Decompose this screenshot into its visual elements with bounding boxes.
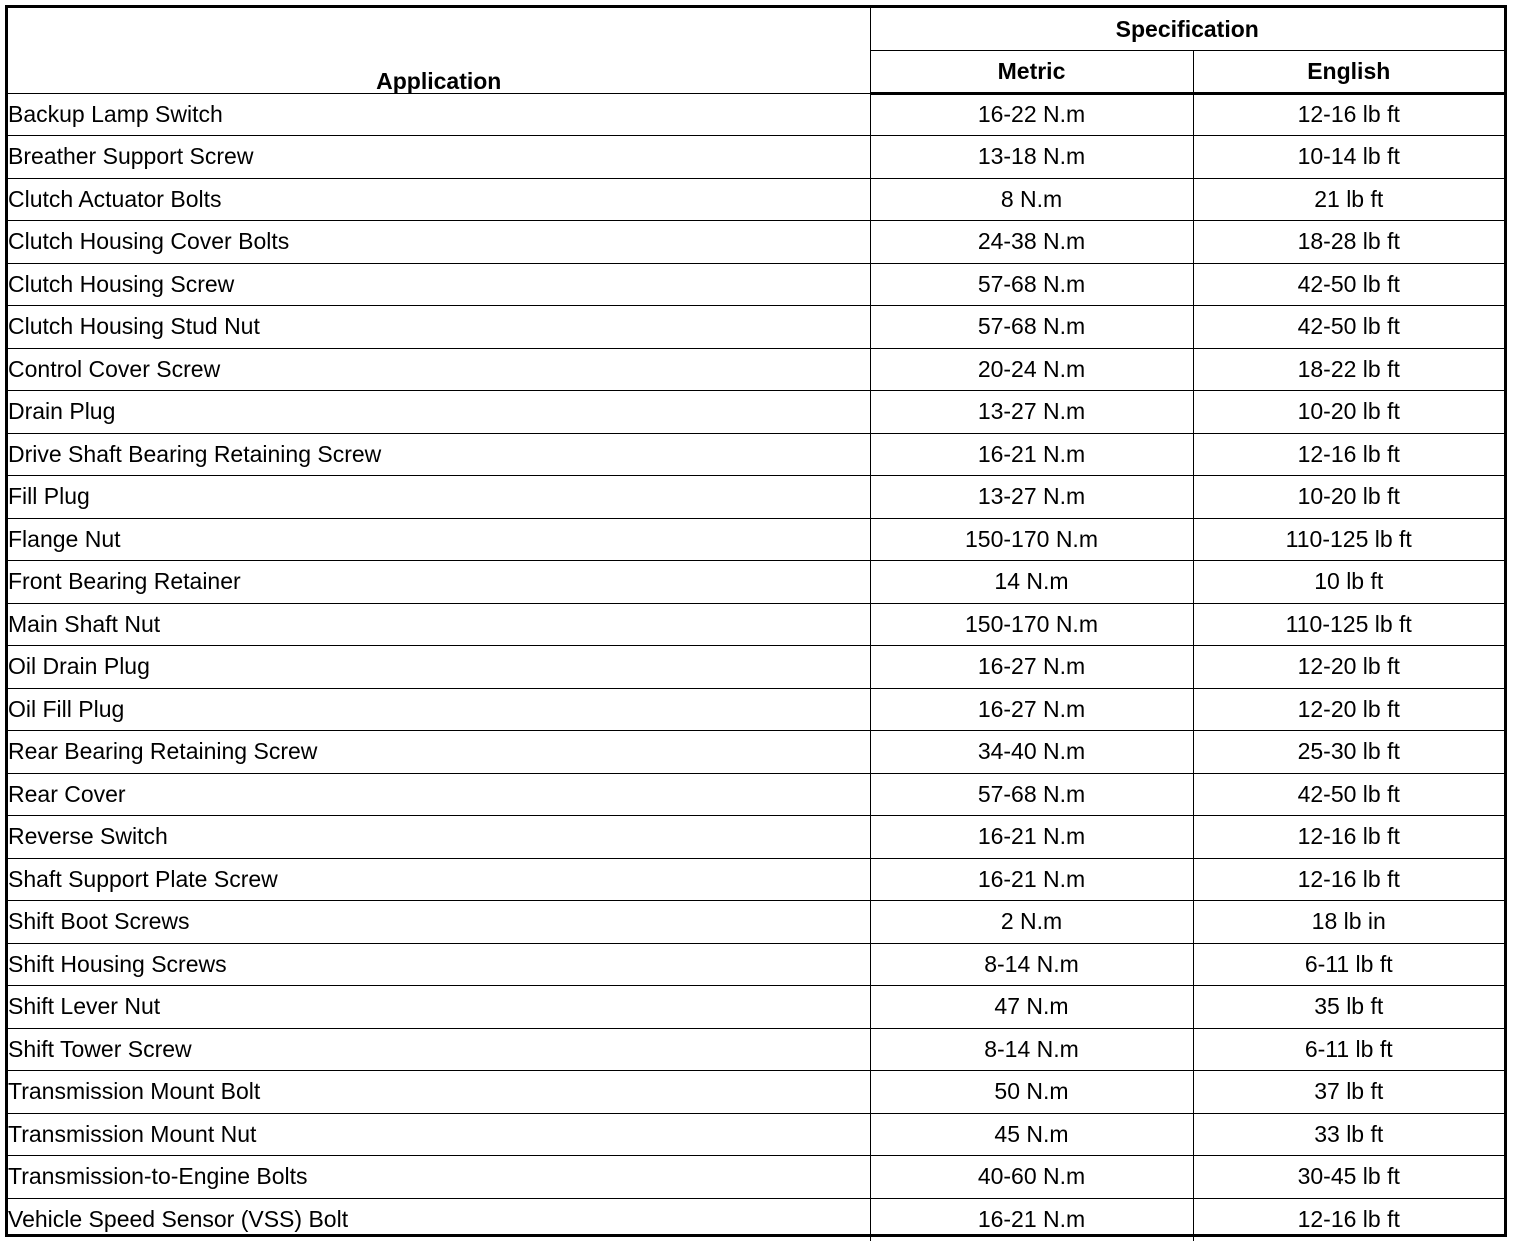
application-cell: Shift Tower Screw [8, 1028, 870, 1071]
table-row [8, 1028, 1504, 1071]
english-cell: 33 lb ft [1193, 1113, 1504, 1156]
application-cell: Breather Support Screw [8, 136, 870, 179]
table-row [8, 263, 1504, 306]
english-cell: 12-16 lb ft [1193, 433, 1504, 476]
metric-cell: 47 N.m [870, 986, 1193, 1029]
table-row [8, 688, 1504, 731]
table-row [8, 1156, 1504, 1199]
application-cell: Transmission-to-Engine Bolts [8, 1156, 870, 1199]
metric-cell: 50 N.m [870, 1071, 1193, 1114]
application-cell: Rear Cover [8, 773, 870, 816]
application-cell: Shift Boot Screws [8, 901, 870, 944]
english-cell: 12-16 lb ft [1193, 816, 1504, 859]
metric-cell: 40-60 N.m [870, 1156, 1193, 1199]
table-row [8, 603, 1504, 646]
spec-table-frame [5, 5, 1507, 1237]
english-cell: 18-22 lb ft [1193, 348, 1504, 391]
metric-cell: 150-170 N.m [870, 603, 1193, 646]
table-row [8, 476, 1504, 519]
english-cell: 6-11 lb ft [1193, 943, 1504, 986]
english-cell: 21 lb ft [1193, 178, 1504, 221]
table-row [8, 1198, 1504, 1241]
english-cell: 12-20 lb ft [1193, 688, 1504, 731]
english-cell: 25-30 lb ft [1193, 731, 1504, 774]
english-cell: 37 lb ft [1193, 1071, 1504, 1114]
table-row [8, 986, 1504, 1029]
metric-cell: 16-22 N.m [870, 93, 1193, 136]
metric-cell: 14 N.m [870, 561, 1193, 604]
table-row [8, 93, 1504, 136]
metric-cell: 16-27 N.m [870, 646, 1193, 689]
metric-cell: 13-18 N.m [870, 136, 1193, 179]
english-cell: 12-16 lb ft [1193, 93, 1504, 136]
english-cell: 12-16 lb ft [1193, 1198, 1504, 1241]
table-row [8, 178, 1504, 221]
application-cell: Transmission Mount Nut [8, 1113, 870, 1156]
application-cell: Drive Shaft Bearing Retaining Screw [8, 433, 870, 476]
application-cell: Clutch Actuator Bolts [8, 178, 870, 221]
table-row [8, 433, 1504, 476]
metric-cell: 20-24 N.m [870, 348, 1193, 391]
metric-cell: 45 N.m [870, 1113, 1193, 1156]
metric-cell: 16-27 N.m [870, 688, 1193, 731]
application-cell: Rear Bearing Retaining Screw [8, 731, 870, 774]
application-cell: Main Shaft Nut [8, 603, 870, 646]
metric-cell: 16-21 N.m [870, 1198, 1193, 1241]
metric-cell: 16-21 N.m [870, 858, 1193, 901]
fastener-spec-table [8, 8, 1504, 1241]
metric-cell: 57-68 N.m [870, 306, 1193, 349]
english-cell: 10 lb ft [1193, 561, 1504, 604]
metric-cell: 13-27 N.m [870, 476, 1193, 519]
application-cell: Clutch Housing Screw [8, 263, 870, 306]
application-cell: Backup Lamp Switch [8, 93, 870, 136]
table-row [8, 858, 1504, 901]
english-cell: 18-28 lb ft [1193, 221, 1504, 264]
english-cell: 35 lb ft [1193, 986, 1504, 1029]
metric-cell: 57-68 N.m [870, 263, 1193, 306]
application-cell: Reverse Switch [8, 816, 870, 859]
english-cell: 110-125 lb ft [1193, 518, 1504, 561]
table-row [8, 518, 1504, 561]
english-header: English [1193, 51, 1504, 94]
metric-cell: 57-68 N.m [870, 773, 1193, 816]
metric-cell: 16-21 N.m [870, 816, 1193, 859]
metric-header: Metric [870, 51, 1193, 94]
application-cell: Vehicle Speed Sensor (VSS) Bolt [8, 1198, 870, 1241]
table-row [8, 943, 1504, 986]
english-cell: 10-20 lb ft [1193, 391, 1504, 434]
metric-cell: 13-27 N.m [870, 391, 1193, 434]
specification-header: Specification [870, 8, 1504, 51]
table-row [8, 136, 1504, 179]
english-cell: 110-125 lb ft [1193, 603, 1504, 646]
application-cell: Front Bearing Retainer [8, 561, 870, 604]
table-row [8, 306, 1504, 349]
application-cell: Clutch Housing Stud Nut [8, 306, 870, 349]
metric-cell: 2 N.m [870, 901, 1193, 944]
application-cell: Shift Housing Screws [8, 943, 870, 986]
english-cell: 10-14 lb ft [1193, 136, 1504, 179]
english-cell: 42-50 lb ft [1193, 263, 1504, 306]
spec-rows [8, 93, 1504, 1241]
table-row [8, 1113, 1504, 1156]
table-row [8, 348, 1504, 391]
table-row [8, 646, 1504, 689]
metric-cell: 8 N.m [870, 178, 1193, 221]
table-row [8, 561, 1504, 604]
english-cell: 30-45 lb ft [1193, 1156, 1504, 1199]
table-row [8, 391, 1504, 434]
english-cell: 6-11 lb ft [1193, 1028, 1504, 1071]
table-row [8, 731, 1504, 774]
application-header: Application [8, 8, 870, 93]
metric-cell: 8-14 N.m [870, 943, 1193, 986]
english-cell: 10-20 lb ft [1193, 476, 1504, 519]
table-row [8, 1071, 1504, 1114]
table-row [8, 773, 1504, 816]
english-cell: 12-16 lb ft [1193, 858, 1504, 901]
application-cell: Fill Plug [8, 476, 870, 519]
application-cell: Oil Fill Plug [8, 688, 870, 731]
metric-cell: 16-21 N.m [870, 433, 1193, 476]
metric-cell: 34-40 N.m [870, 731, 1193, 774]
metric-cell: 8-14 N.m [870, 1028, 1193, 1071]
application-cell: Drain Plug [8, 391, 870, 434]
english-cell: 42-50 lb ft [1193, 773, 1504, 816]
application-cell: Control Cover Screw [8, 348, 870, 391]
table-row [8, 901, 1504, 944]
table-row [8, 816, 1504, 859]
application-cell: Shaft Support Plate Screw [8, 858, 870, 901]
english-cell: 42-50 lb ft [1193, 306, 1504, 349]
metric-cell: 150-170 N.m [870, 518, 1193, 561]
table-row [8, 221, 1504, 264]
application-cell: Oil Drain Plug [8, 646, 870, 689]
application-cell: Transmission Mount Bolt [8, 1071, 870, 1114]
english-cell: 18 lb in [1193, 901, 1504, 944]
english-cell: 12-20 lb ft [1193, 646, 1504, 689]
application-cell: Flange Nut [8, 518, 870, 561]
application-cell: Clutch Housing Cover Bolts [8, 221, 870, 264]
metric-cell: 24-38 N.m [870, 221, 1193, 264]
application-cell: Shift Lever Nut [8, 986, 870, 1029]
